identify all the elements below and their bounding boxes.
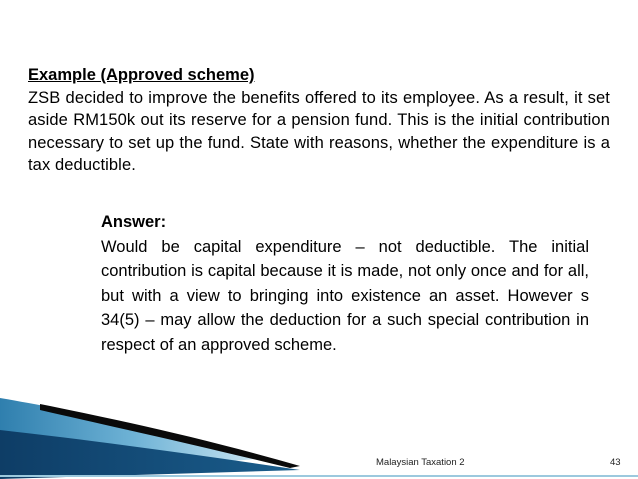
page-number: 43 [610,457,621,468]
answer-block [101,210,589,357]
answer-text: Would be capital expenditure – not deductible. The initial contribution is capital because it is made, not only once and for all, but with a view to bringing into existence an asset. However s 34(5) – may allow the deduction for a such special contribution in respect of an approved scheme. [101,237,589,354]
example-title: Example (Approved scheme) [28,66,255,84]
footer-title: Malaysian Taxation 2 [376,457,465,468]
answer-title: Answer: [101,213,167,231]
example-question: ZSB decided to improve the benefits offered to its employee. As a result, it set aside RM150k out its reserve for a pension fund. This is the initial contribution necessary to set up the fund. State with reasons, whether the expenditure is a tax deductible. [28,88,610,174]
example-block [28,64,610,177]
